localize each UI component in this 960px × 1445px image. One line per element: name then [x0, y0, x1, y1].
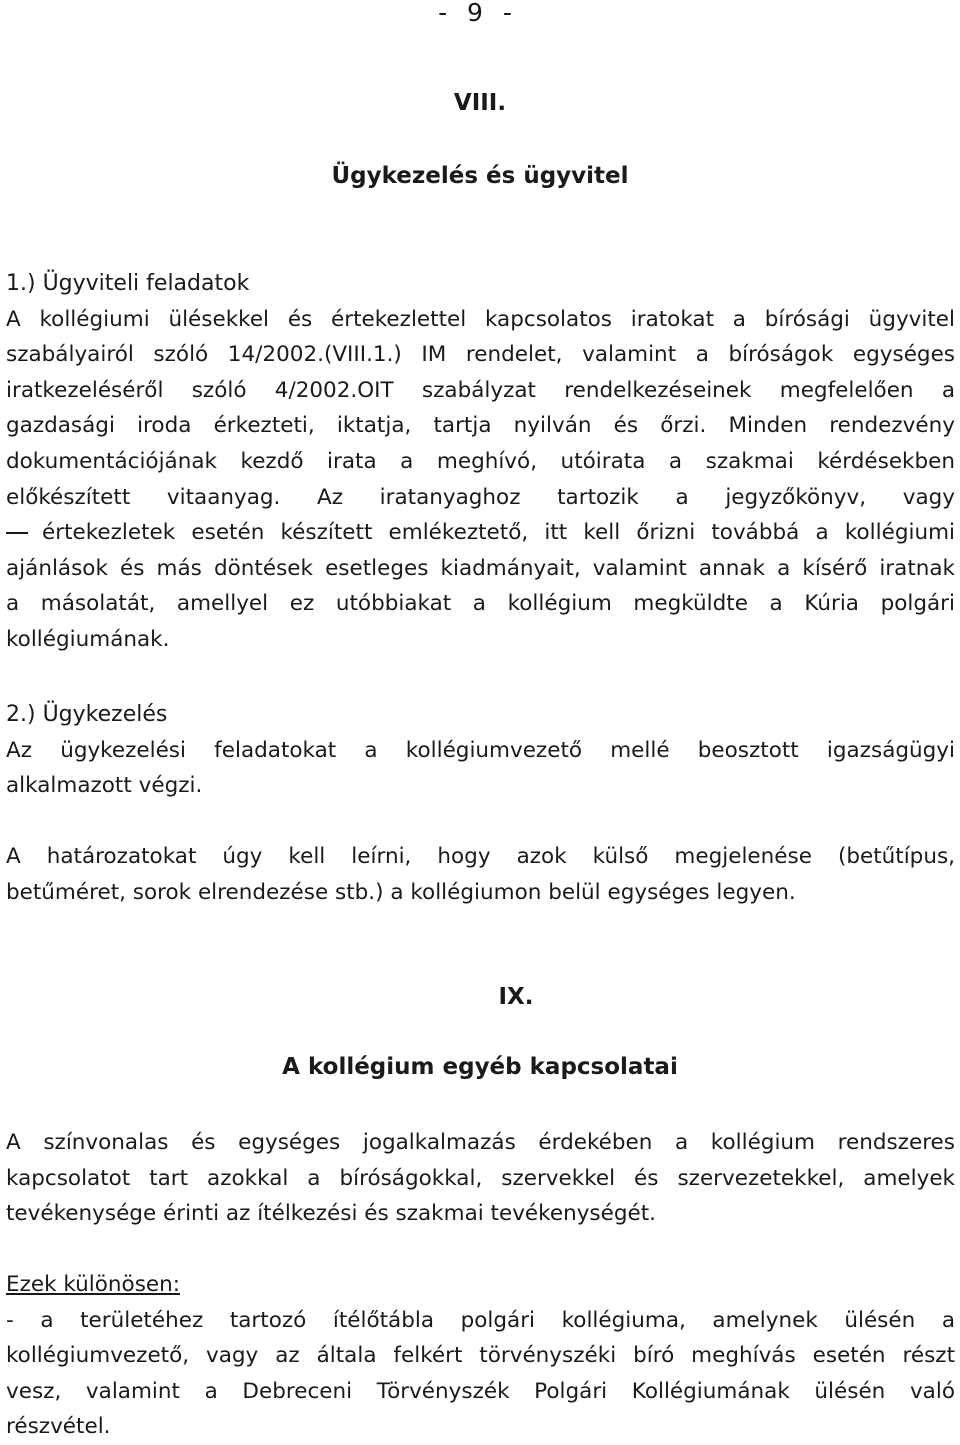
paragraph-line: kollégiumának. — [6, 626, 170, 652]
section-9-especially — [6, 1267, 955, 1445]
paragraph-line: kapcsolatot tart azokkal a bíróságokkal, szervekkel és szervezetekkel, amelyek — [6, 1165, 955, 1191]
subsection-2-heading: 2.) Ügykezelés — [6, 702, 168, 727]
section-9-paragraph — [6, 1125, 955, 1232]
page-number: - 9 - — [438, 0, 518, 27]
paragraph-line: előkészített vitaanyag. Az iratanyaghoz tartozik a jegyzőkönyv, vagy — [6, 484, 955, 510]
dash-mark — [6, 532, 28, 534]
section-8-title: Ügykezelés és ügyvitel — [331, 163, 629, 189]
paragraph-line: gazdasági iroda érkezteti, iktatja, tartja nyilván és őrzi. Minden rendezvény — [6, 413, 955, 439]
paragraph-line: dokumentációjának kezdő irata a meghívó, utóirata a szakmai kérdésekben — [6, 448, 955, 474]
list-item-line: vesz, valamint a Debreceni Törvényszék Polgári Kollégiumának ülésén való — [6, 1378, 955, 1404]
subsection-1-heading: 1.) Ügyviteli feladatok — [6, 271, 250, 296]
paragraph-line-text: értekezletek esetén készített emlékeztető, itt kell őrizni továbbá a kollégiumi — [42, 520, 955, 546]
paragraph-line: A határozatokat úgy kell leírni, hogy azok külső megjelenése (betűtípus, — [6, 844, 955, 869]
paragraph-line: betűméret, sorok elrendezése stb.) a kollégiumon belül egységes legyen. — [6, 879, 796, 905]
section-9-numeral: IX. — [498, 984, 534, 1010]
list-item-line: - a területéhez tartozó ítélőtábla polgári kollégiuma, amelynek ülésén a — [6, 1307, 955, 1333]
list-item-line: kollégiumvezető, vagy az általa felkért törvényszéki bíró meghívás esetén részt — [6, 1343, 955, 1369]
section-8-numeral: VIII. — [453, 90, 507, 116]
paragraph-line: ajánlások és más döntések esetleges kiadmányait, valamint annak a kísérő iratnak — [6, 555, 955, 581]
paragraph-line: a másolatát, amellyel ez utóbbiakat a kollégium megküldte a Kúria polgári — [6, 591, 955, 617]
paragraph-line: A színvonalas és egységes jogalkalmazás érdekében a kollégium rendszeres — [6, 1130, 955, 1155]
paragraph-line: tevékenysége érinti az ítélkezési és szakmai tevékenységét. — [6, 1201, 656, 1227]
subsection-2-paragraph-2 — [6, 839, 955, 910]
especially-heading: Ezek különösen: — [6, 1272, 181, 1297]
subsection-2 — [6, 697, 955, 804]
paragraph-line: szabályairól szóló 14/2002.(VIII.1.) IM rendelet, valamint a bíróságok egységes — [6, 342, 955, 368]
paragraph-line: Az ügykezelési feladatokat a kollégiumvezető mellé beosztott igazságügyi — [6, 737, 955, 763]
paragraph-line-dash — [6, 515, 955, 551]
paragraph-line: A kollégiumi ülésekkel és értekezlettel kapcsolatos iratokat a bírósági ügyvitel — [6, 306, 955, 332]
list-item-line: részvétel. — [6, 1414, 111, 1440]
paragraph-line: iratkezeléséről szóló 4/2002.OIT szabályzat rendelkezéseinek megfelelően a — [6, 377, 955, 403]
section-9-title: A kollégium egyéb kapcsolatai — [282, 1054, 678, 1080]
subsection-1 — [6, 266, 955, 658]
paragraph-line: alkalmazott végzi. — [6, 773, 203, 799]
